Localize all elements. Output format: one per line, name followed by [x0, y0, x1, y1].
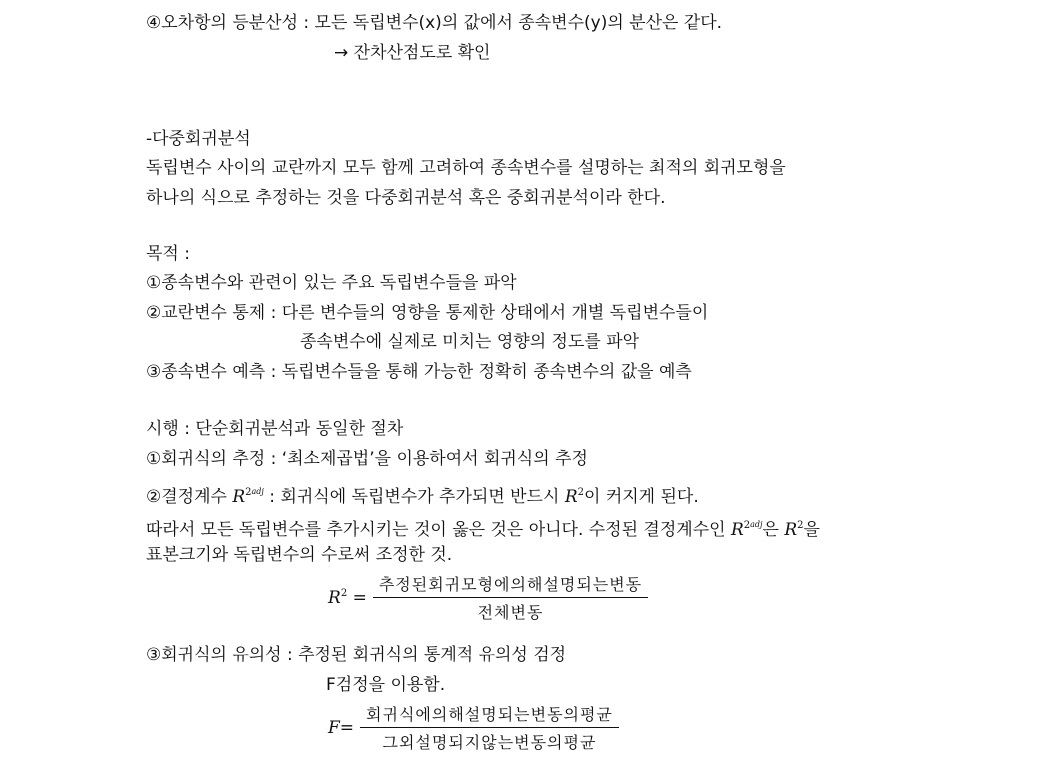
procedure-step-3-note: F검정을 이용함.	[326, 675, 446, 695]
adjusted-r2-note-1: 따라서 모든 독립변수를 추가시키는 것이 옳은 것은 아니다. 수정된 결정계수인 $R^{2adj}$은 $R^2$을	[146, 520, 820, 540]
step-2-prefix: ②결정계수	[146, 487, 233, 507]
procedure-step-2	[146, 481, 699, 508]
section-heading: -다중회귀분석	[146, 129, 251, 149]
purpose-item-2: ②교란변수 통제 : 다른 변수들의 영향을 통제한 상태에서 개별 독립변수들이	[146, 303, 709, 323]
step-2-middle: : 회귀식에 독립변수가 추가되면 반드시	[263, 487, 565, 507]
adjusted-r2-note-2: 표본크기와 독립변수의 수로써 조정한 것.	[146, 545, 453, 565]
purpose-item-2-cont: 종속변수에 실제로 미치는 영향의 정도를 파악	[300, 332, 640, 352]
r2-adj-symbol: $R^{2adj}$	[232, 487, 264, 507]
r2-symbol: $R^2$	[784, 520, 804, 540]
description-line-2: 하나의 식으로 추정하는 것을 다중회귀분석 혹은 중회귀분석이라 한다.	[146, 188, 666, 208]
step-2-end: 이 커지게 된다.	[584, 487, 699, 507]
purpose-item-3: ③종속변수 예측 : 독립변수들을 통해 가능한 정확히 종속변수의 값을 예측	[146, 362, 692, 382]
r2-formula	[328, 572, 648, 623]
assumption-4-note: → 잔차산점도로 확인	[334, 43, 491, 63]
r2-symbol: $R^2$	[564, 487, 584, 507]
procedure-step-1: ①회귀식의 추정 : ‘최소제곱법’을 이용하여서 회귀식의 추정	[146, 449, 588, 469]
assumption-4-line: ④오차항의 등분산성 : 모든 독립변수(x)의 값에서 종속변수(y)의 분산은 같다.	[146, 13, 723, 33]
r2-adj-symbol: $R^{2adj}$	[730, 520, 763, 540]
formula-numerator: 회귀식에의해설명되는변동의평균	[360, 702, 619, 728]
formula-denominator: 전체변동	[477, 603, 544, 622]
formula-lhs: F=	[328, 717, 355, 738]
f-formula	[328, 702, 619, 753]
purpose-item-1: ①종속변수와 관련이 있는 주요 독립변수들을 파악	[146, 273, 517, 293]
description-line-1: 독립변수 사이의 교란까지 모두 함께 고려하여 종속변수를 설명하는 최적의 회귀모형을	[146, 158, 786, 178]
formula-lhs: $R^2$ =	[328, 587, 367, 608]
formula-numerator: 추정된회귀모형에의해설명되는변동	[373, 572, 648, 598]
formula-denominator: 그외설명되지않는변동의평균	[382, 733, 597, 752]
procedure-step-3: ③회귀식의 유의성 : 추정된 회귀식의 통계적 유의성 검정	[146, 645, 567, 665]
procedure-label: 시행 : 단순회귀분석과 동일한 절차	[146, 419, 404, 439]
purpose-label: 목적 :	[146, 244, 190, 264]
